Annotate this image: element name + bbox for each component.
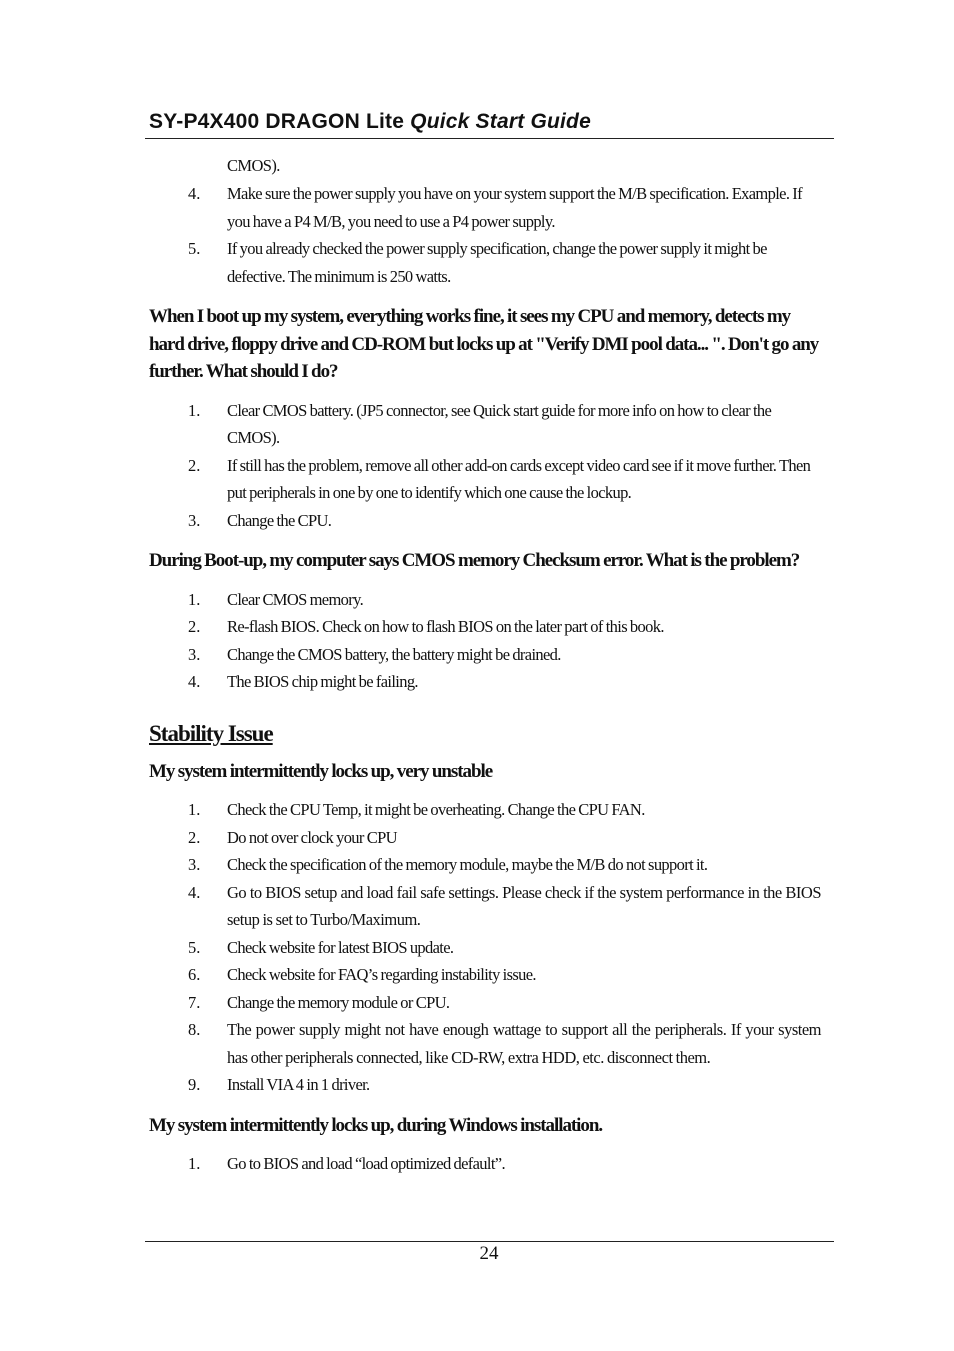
page-number: 24	[479, 1243, 499, 1264]
list-item: 2. Re-flash BIOS. Check on how to flash BIOS on the later part of this book.	[188, 617, 664, 636]
question-heading: When I boot up my system, everything works fine, it sees my CPU and memory, detects my hard drive, floppy drive and CD-ROM but locks up at "Verify DMI pool data... ". Don't go any further. What should I do?	[149, 306, 819, 382]
list-item: 2. If still has the problem, remove all other add-on cards except video card see if it move further. Then put peripherals in one by one to identify which one cause the lockup.	[188, 455, 811, 502]
header-rule	[145, 138, 834, 139]
list-item: 3. Change the CPU.	[188, 510, 332, 530]
answer-list	[149, 1150, 821, 1178]
question-heading: My system intermittently locks up, very unstable	[149, 760, 493, 782]
answer-list	[149, 586, 821, 696]
page-content	[149, 152, 821, 1178]
list-item: 2. Do not over clock your CPU	[188, 827, 397, 847]
list-item: 3. Check the specification of the memory module, maybe the M/B do not support it.	[188, 855, 708, 874]
question-heading: My system intermittently locks up, during Windows installation.	[149, 1114, 603, 1136]
answer-list	[149, 796, 821, 1099]
list-item: 1. Check the CPU Temp, it might be overheating. Change the CPU FAN.	[188, 800, 645, 819]
list-item: 7. Change the memory module or CPU.	[188, 992, 450, 1012]
list-item: 9. Install VIA 4 in 1 driver.	[188, 1075, 370, 1094]
footer-rule	[145, 1241, 834, 1242]
section-title: Stability Issue	[149, 720, 273, 746]
list-item: 3. Change the CMOS battery, the battery might be drained.	[188, 644, 561, 664]
list-item: 4. The BIOS chip might be failing.	[188, 672, 418, 691]
list-item: 4. Go to BIOS setup and load fail safe settings. Please check if the system performance in the BIOS setup is set to Turbo/Maximum.	[188, 882, 821, 929]
page-header-title	[149, 110, 591, 134]
header-title-guide: Quick Start Guide	[410, 110, 591, 133]
list-item: 5. Check website for latest BIOS update.	[188, 937, 454, 957]
list-item: 6. Check website for FAQ’s regarding instability issue.	[188, 965, 536, 984]
list-item: 1. Go to BIOS and load “load optimized default”.	[188, 1154, 505, 1173]
continuation-text: CMOS).	[227, 156, 280, 175]
list-item: 8. The power supply might not have enough wattage to support all the peripherals. If your system has other peripherals connected, like CD-RW, extra HDD, etc. disconnect them.	[188, 1020, 821, 1067]
list-item: 1. Clear CMOS memory.	[188, 589, 364, 609]
list-item: 4. Make sure the power supply you have on your system support the M/B specification. Example. If you have a P4 M/B, you need to use a P4 power supply.	[188, 184, 802, 231]
answer-list	[149, 397, 821, 535]
question-heading: During Boot-up, my computer says CMOS memory Checksum error. What is the problem?	[149, 550, 800, 571]
intro-list	[149, 180, 821, 290]
list-item: 1. Clear CMOS battery. (JP5 connector, see Quick start guide for more info on how to clear the CMOS).	[188, 400, 772, 447]
list-item: 5. If you already checked the power supply specification, change the power supply it might be defective. The minimum is 250 watts.	[188, 239, 767, 286]
header-title-product: SY-P4X400 DRAGON Lite	[149, 110, 405, 133]
